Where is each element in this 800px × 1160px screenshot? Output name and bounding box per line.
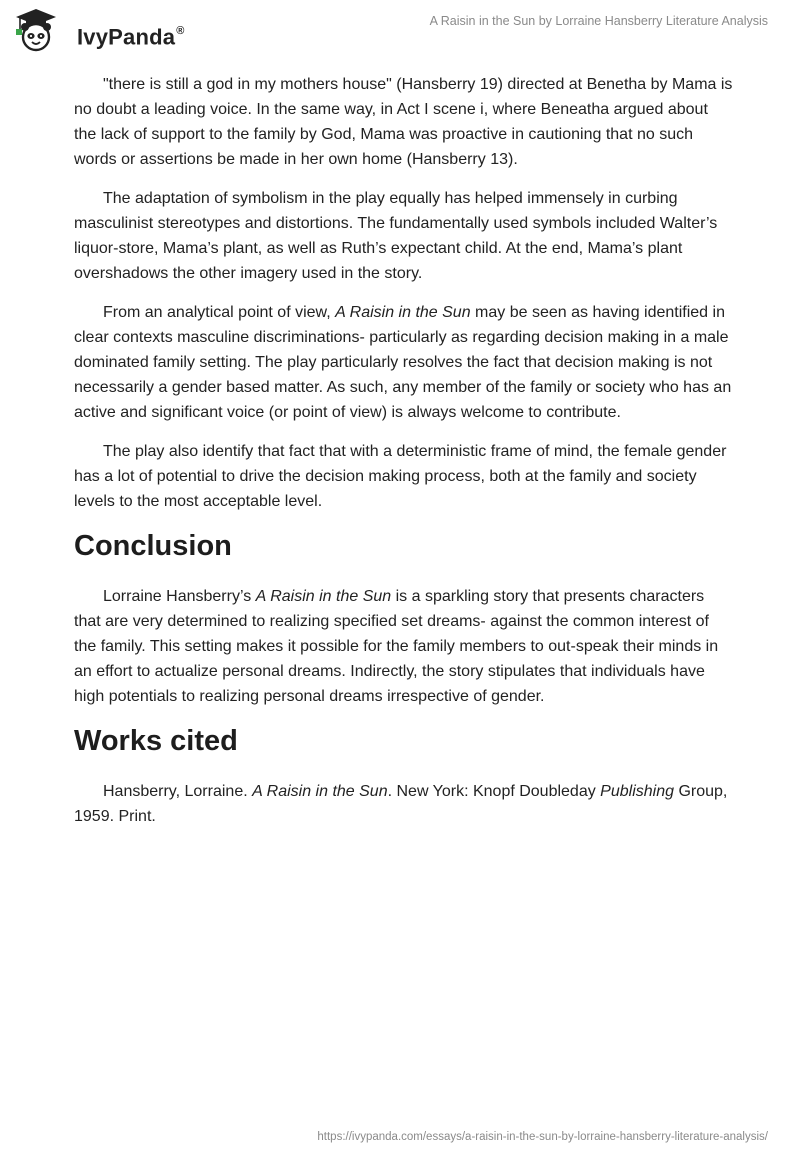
- ivypanda-logo-icon[interactable]: [14, 7, 58, 53]
- conclusion-heading: Conclusion: [74, 530, 232, 562]
- conclusion-paragraph: Lorraine Hansberry’s A Raisin in the Sun is a sparkling story that presents characters that are very determined to realizing specified set dreams- against the common interest of the family. This setting makes it possible for the family members to out-speak their minds in an effort to actualize personal dreams. Indirectly, the story stipulates that individuals have high potentials to realizing personal dreams irrespective of gender.: [74, 588, 719, 705]
- work-title: A Raisin in the Sun: [252, 783, 388, 800]
- registered-mark: ®: [176, 25, 185, 37]
- essay-body: [74, 72, 734, 843]
- paragraph-2: The adaptation of symbolism in the play equally has helped immensely in curbing masculinist stereotypes and distortions. The fundamentally used symbols included Walter’s liquor-store, Mama’s plant, as well as Ruth’s expectant child. At the end, Mama’s plant overshadows the other imagery used in the story.: [74, 190, 718, 282]
- document-title: A Raisin in the Sun by Lorraine Hansberry Literature Analysis: [429, 14, 768, 28]
- source-url-link[interactable]: https://ivypanda.com/essays/a-raisin-in-the-sun-by-lorraine-hansberry-literature-analysis/: [317, 1131, 768, 1143]
- citation-entry: Hansberry, Lorraine. A Raisin in the Sun. New York: Knopf Doubleday Publishing Group, 1959. Print.: [74, 783, 728, 825]
- work-title: A Raisin in the Sun: [255, 588, 392, 605]
- paragraph-1: "there is still a god in my mothers house" (Hansberry 19) directed at Benetha by Mama is no doubt a leading voice. In the same way, in Act I scene i, where Beneatha argued about the lack of support to the family by God, Mama was proactive in cautioning that no such words or assertions be made in her own home (Hansberry 13).: [74, 76, 733, 168]
- works-cited-heading: Works cited: [74, 725, 238, 757]
- paragraph-3: From an analytical point of view, A Raisin in the Sun may be seen as having identified in clear contexts masculine discriminations- particularly as regarding decision making in a male dominated family setting. The play particularly resolves the fact that decision making is not necessarily a gender based matter. As such, any member of the family or society who has an active and significant voice (or point of view) is always welcome to contribute.: [74, 304, 732, 421]
- paragraph-4: The play also identify that fact that with a deterministic frame of mind, the female gender has a lot of potential to drive the decision making process, both at the family and society levels to the most acceptable level.: [74, 443, 727, 510]
- page-header: [0, 0, 800, 60]
- work-title: A Raisin in the Sun: [335, 304, 471, 321]
- brand-name[interactable]: IvyPanda®: [77, 24, 185, 50]
